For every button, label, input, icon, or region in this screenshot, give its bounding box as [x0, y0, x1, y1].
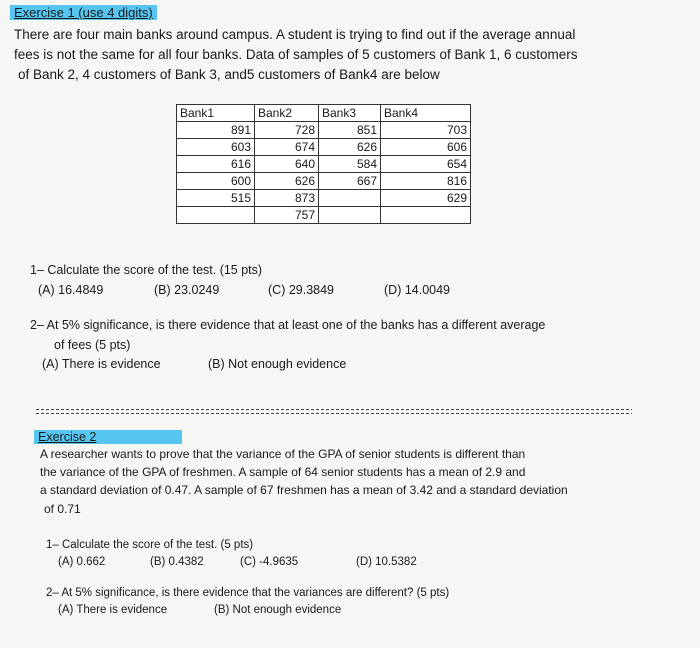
exercise-2-q1-option-b[interactable]: (B) 0.4382: [150, 556, 204, 568]
header-bank4: Bank4: [381, 105, 471, 122]
bank-fees-table: [176, 104, 471, 224]
exercise-1-title: Exercise 1 (use 4 digits): [10, 5, 157, 20]
table-cell: 616: [177, 156, 255, 173]
exercise-1-q1-option-d[interactable]: (D) 14.0049: [384, 283, 451, 297]
table-cell: 757: [255, 207, 319, 224]
table-cell: 674: [255, 139, 319, 156]
table-cell: 603: [177, 139, 255, 156]
table-cell: 584: [319, 156, 381, 173]
header-bank2: Bank2: [255, 105, 319, 122]
exercise-1-q1-option-b[interactable]: (B) 23.0249: [154, 283, 220, 297]
section-divider: [36, 408, 632, 416]
exercise-1-q2-option-a[interactable]: (A) There is evidence: [42, 357, 161, 371]
table-cell: 515: [177, 190, 255, 207]
exercise-2-intro-line-1: A researcher wants to prove that the variance of the GPA of senior students is different than: [40, 447, 526, 461]
exercise-2-q1-option-c[interactable]: (C) -4.9635: [240, 556, 299, 568]
exercise-1-question-2-line-1: 2– At 5% significance, is there evidence that at least one of the banks has a different average: [30, 318, 546, 332]
exercise-1-q1-option-c[interactable]: (C) 29.3849: [268, 283, 335, 297]
exercise-1-intro-line-2: fees is not the same for all four banks. Data of samples of 5 customers of Bank 1, 6 customers: [14, 47, 578, 62]
exercise-2-q1-option-d[interactable]: (D) 10.5382: [356, 556, 417, 568]
table-cell: 640: [255, 156, 319, 173]
exercise-1-q1-option-a[interactable]: (A) 16.4849: [38, 283, 104, 297]
table-row: [177, 190, 471, 207]
table-row: [177, 122, 471, 139]
table-cell: 891: [177, 122, 255, 139]
table-cell: 728: [255, 122, 319, 139]
table-header-row: [177, 105, 471, 122]
exercise-1-question-2-line-2: of fees (5 pts): [54, 338, 131, 352]
table-cell: 600: [177, 173, 255, 190]
table-cell: 816: [381, 173, 471, 190]
table-cell: 654: [381, 156, 471, 173]
exercise-2-q2-option-b[interactable]: (B) Not enough evidence: [214, 604, 342, 616]
table-cell: 606: [381, 139, 471, 156]
table-row: [177, 173, 471, 190]
table-row: [177, 139, 471, 156]
exercise-2-intro-line-4: of 0.71: [44, 502, 81, 516]
exercise-2-q2-option-a[interactable]: (A) There is evidence: [58, 604, 168, 616]
exercise-2-question-2: 2– At 5% significance, is there evidence that the variances are different? (5 pts): [46, 587, 450, 599]
exercise-2-question-1: 1– Calculate the score of the test. (5 pts): [46, 539, 254, 551]
table-cell: 629: [381, 190, 471, 207]
table-row: [177, 156, 471, 173]
exercise-1-q2-option-b[interactable]: (B) Not enough evidence: [208, 357, 347, 371]
exercise-1-intro-line-1: There are four main banks around campus. A student is trying to find out if the average annual: [14, 27, 576, 42]
table-cell: 851: [319, 122, 381, 139]
exercise-2-title-text: Exercise 2: [38, 430, 97, 444]
exercise-2-title: [34, 430, 182, 444]
table-cell: [177, 207, 255, 224]
table-cell: [381, 207, 471, 224]
exercise-1-intro-line-3: of Bank 2, 4 customers of Bank 3, and5 customers of Bank4 are below: [18, 67, 440, 82]
header-bank1: Bank1: [177, 105, 255, 122]
exercise-2-intro-line-3: a standard deviation of 0.47. A sample of 67 freshmen has a mean of 3.42 and a standard deviation: [40, 483, 568, 497]
table-cell: 626: [255, 173, 319, 190]
table-cell: [319, 207, 381, 224]
header-bank3: Bank3: [319, 105, 381, 122]
table-cell: 703: [381, 122, 471, 139]
table-cell: 873: [255, 190, 319, 207]
table-cell: 667: [319, 173, 381, 190]
exercise-1-question-1: 1– Calculate the score of the test. (15 pts): [30, 263, 263, 277]
exercise-2-q1-option-a[interactable]: (A) 0.662: [58, 556, 106, 568]
table-row: [177, 207, 471, 224]
table-cell: [319, 190, 381, 207]
exercise-2-intro-line-2: the variance of the GPA of freshmen. A sample of 64 senior students has a mean of 2.9 and: [40, 465, 526, 479]
table-cell: 626: [319, 139, 381, 156]
